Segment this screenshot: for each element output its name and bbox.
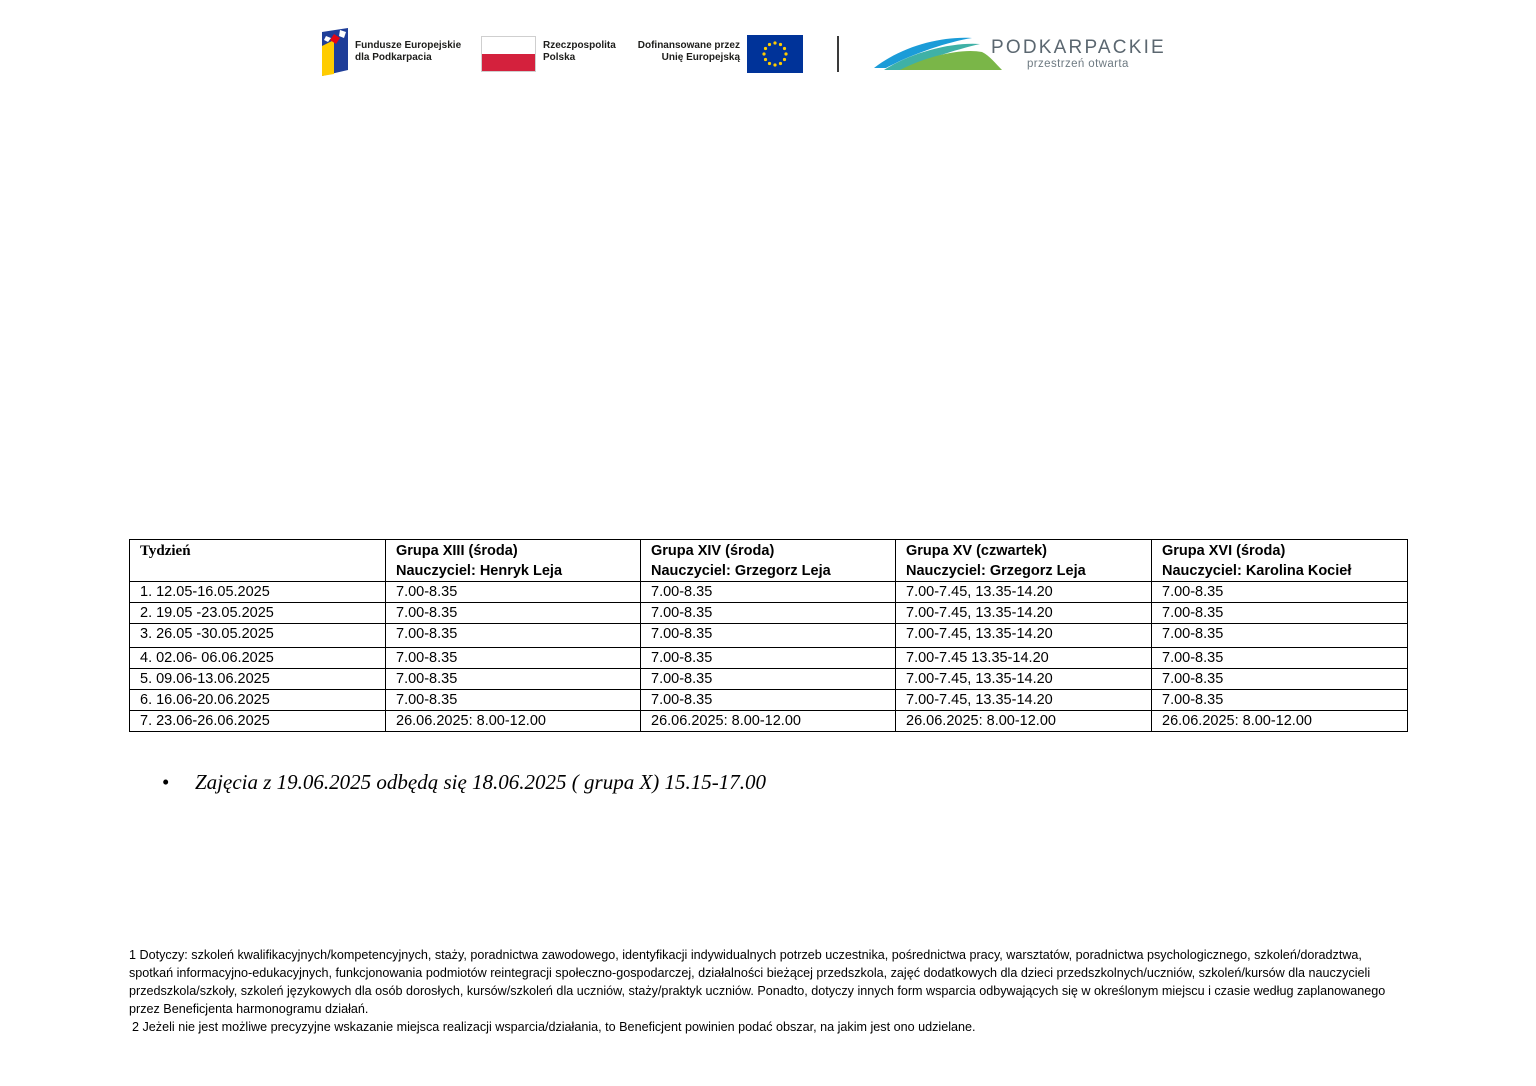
time-cell: 7.00-8.35	[386, 624, 641, 648]
time-cell: 26.06.2025: 8.00-12.00	[641, 711, 896, 732]
table-row	[130, 711, 1408, 732]
time-cell: 7.00-8.35	[641, 648, 896, 669]
schedule-note	[162, 770, 766, 795]
time-cell: 7.00-8.35	[1152, 603, 1408, 624]
header-group-label: Grupa XVI (środa)	[1162, 543, 1286, 559]
fe-logo-line1: Fundusze Europejskie	[355, 40, 462, 51]
week-cell: 3. 26.05 -30.05.2025	[130, 624, 386, 648]
time-cell: 7.00-8.35	[641, 690, 896, 711]
table-row	[130, 603, 1408, 624]
header-teacher-label: Nauczyciel: Henryk Leja	[396, 563, 563, 579]
time-cell: 7.00-7.45, 13.35-14.20	[896, 690, 1152, 711]
time-cell: 7.00-8.35	[1152, 624, 1408, 648]
time-cell: 7.00-7.45 13.35-14.20	[896, 648, 1152, 669]
time-cell: 7.00-8.35	[641, 582, 896, 603]
rp-logo-line1: Rzeczpospolita	[543, 40, 616, 51]
time-cell: 7.00-8.35	[386, 690, 641, 711]
week-cell: 5. 09.06-13.06.2025	[130, 669, 386, 690]
logo-separator	[837, 36, 839, 72]
rp-logo-text	[543, 40, 616, 64]
footnote-1: 1 Dotyczy: szkoleń kwalifikacyjnych/kompetencyjnych, staży, poradnictwa zawodowego, identyfikacji indywidualnych potrzeb uczestnika, pośrednictwa pracy, warsztatów, poradnictwa psychologicznego, szkoleń/doradztwa, spotkań informacyjno-edukacyjnych, funkcjonowania podmiotów reintegracji społeczno-gospodarczej, działalności bieżącej przedszkola, zajęć dodatkowych dla dzieci przedszkolnych/uczniów, szkoleń/kursów dla nauczycieli przedszkola/szkoły, szkoleń językowych dla osób dorosłych, kursów/szkoleń dla uczniów, staży/praktyk uczniów. Ponadto, dotyczy innych form wsparcia odbywających się w określonym miejscu i czasie według zaplanowanego przez Beneficjenta harmonogramu działań.	[129, 948, 1386, 1016]
table-row	[130, 648, 1408, 669]
time-cell: 7.00-8.35	[386, 603, 641, 624]
time-cell: 26.06.2025: 8.00-12.00	[896, 711, 1152, 732]
header-group-label: Grupa XIII (środa)	[396, 543, 518, 559]
header-group-label: Grupa XV (czwartek)	[906, 543, 1048, 559]
time-cell: 7.00-7.45, 13.35-14.20	[896, 669, 1152, 690]
header-group-xvi	[1152, 540, 1408, 582]
time-cell: 7.00-8.35	[386, 669, 641, 690]
time-cell: 7.00-8.35	[386, 582, 641, 603]
time-cell: 7.00-8.35	[386, 648, 641, 669]
header-week	[130, 540, 386, 582]
time-cell: 7.00-8.35	[1152, 669, 1408, 690]
week-cell: 2. 19.05 -23.05.2025	[130, 603, 386, 624]
table-header-row	[130, 540, 1408, 582]
table-row	[130, 582, 1408, 603]
bullet-icon: •	[162, 770, 170, 794]
header-group-xiii	[386, 540, 641, 582]
week-cell: 1. 12.05-16.05.2025	[130, 582, 386, 603]
week-cell: 4. 02.06- 06.06.2025	[130, 648, 386, 669]
rp-logo-line2: Polska	[543, 52, 576, 63]
week-cell: 7. 23.06-26.06.2025	[130, 711, 386, 732]
time-cell: 7.00-8.35	[1152, 690, 1408, 711]
polish-flag-icon	[481, 36, 536, 72]
footnotes	[129, 946, 1409, 1036]
time-cell: 7.00-7.45, 13.35-14.20	[896, 582, 1152, 603]
time-cell: 7.00-8.35	[1152, 648, 1408, 669]
eu-logo-text	[630, 40, 740, 64]
podkarpackie-tagline: przestrzeń otwarta	[1027, 58, 1129, 70]
time-cell: 7.00-8.35	[641, 669, 896, 690]
header-teacher-label: Nauczyciel: Grzegorz Leja	[651, 563, 831, 579]
header-teacher-label: Nauczyciel: Grzegorz Leja	[906, 563, 1086, 579]
fe-logo-line2: dla Podkarpacia	[355, 52, 432, 63]
eu-logo-line1: Dofinansowane przez	[637, 40, 740, 51]
header-teacher-label: Nauczyciel: Karolina Kocieł	[1162, 563, 1352, 579]
header-group-xv	[896, 540, 1152, 582]
podkarpackie-name: PODKARPACKIE	[991, 37, 1166, 58]
table-row	[130, 669, 1408, 690]
schedule-table	[129, 539, 1408, 732]
note-text: Zajęcia z 19.06.2025 odbędą się 18.06.2025 ( grupa X) 15.15-17.00	[195, 770, 767, 794]
logo-bar	[0, 0, 1536, 100]
footnote-2: 2 Jeżeli nie jest możliwe precyzyjne wskazanie miejsca realizacji wsparcia/działania, to Beneficjent powinien podać obszar, na jakim jest ono udzielane.	[132, 1020, 976, 1034]
time-cell: 26.06.2025: 8.00-12.00	[386, 711, 641, 732]
time-cell: 26.06.2025: 8.00-12.00	[1152, 711, 1408, 732]
fundusze-europejskie-logo-icon	[322, 28, 348, 76]
week-cell: 6. 16.06-20.06.2025	[130, 690, 386, 711]
time-cell: 7.00-7.45, 13.35-14.20	[896, 603, 1152, 624]
header-week-label: Tydzień	[140, 543, 191, 559]
time-cell: 7.00-7.45, 13.35-14.20	[896, 624, 1152, 648]
time-cell: 7.00-8.35	[1152, 582, 1408, 603]
header-group-label: Grupa XIV (środa)	[651, 543, 775, 559]
time-cell: 7.00-8.35	[641, 624, 896, 648]
header-group-xiv	[641, 540, 896, 582]
podkarpackie-logo-icon	[872, 32, 1007, 74]
time-cell: 7.00-8.35	[641, 603, 896, 624]
eu-flag-icon	[747, 35, 803, 73]
eu-logo-line2: Unię Europejską	[661, 52, 740, 63]
fe-logo-text	[355, 40, 461, 64]
table-row	[130, 690, 1408, 711]
table-row	[130, 624, 1408, 648]
